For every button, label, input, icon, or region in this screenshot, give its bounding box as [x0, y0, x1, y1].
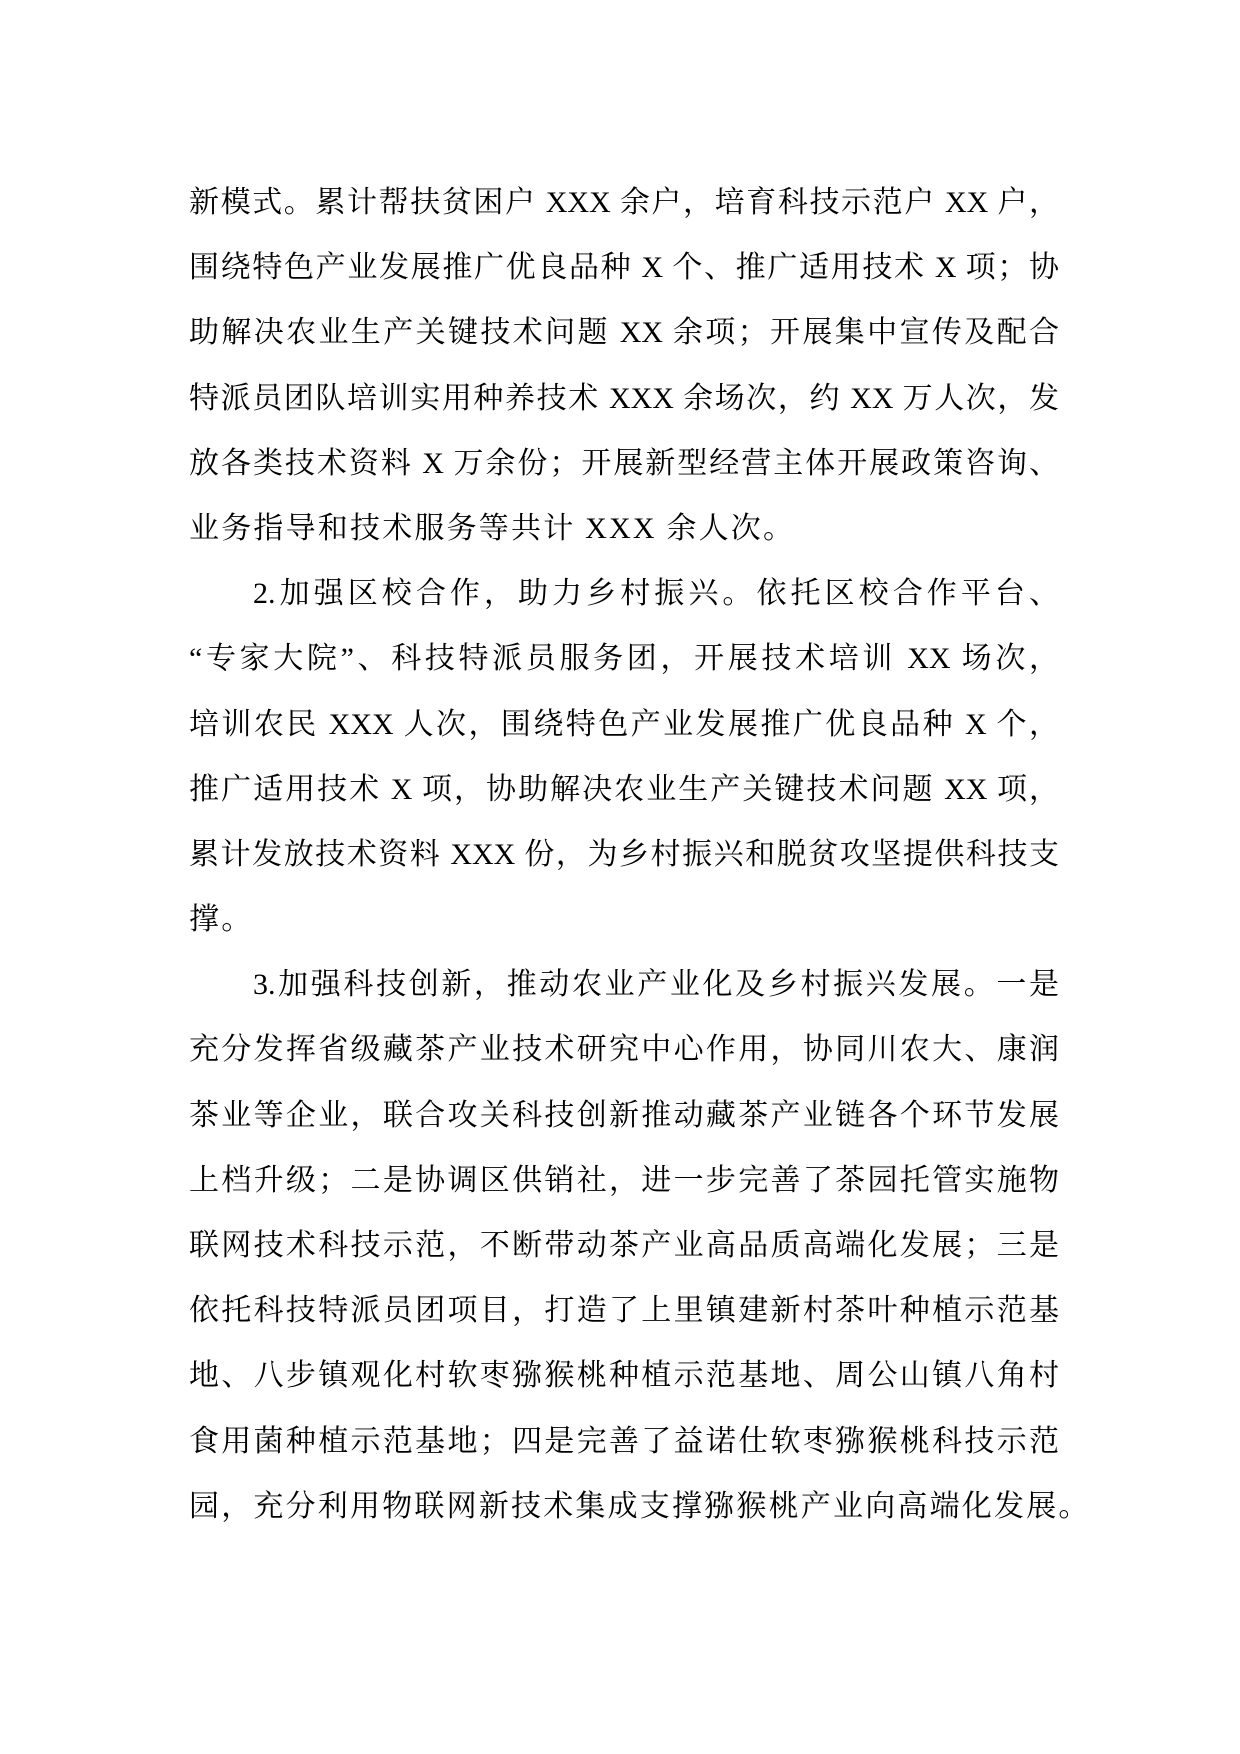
paragraph-continued [189, 170, 1059, 561]
text-line: 培训农民 XXX 人次，围绕特色产业发展推广优良品种 X 个， [189, 707, 1059, 741]
text-line: 围绕特色产业发展推广优良品种 X 个、推广适用技术 X 项；协 [189, 251, 1059, 285]
text-line: 新模式。累计帮扶贫困户 XXX 余户，培育科技示范户 XX 户， [189, 186, 1059, 219]
text-line: 特派员团队培训实用种养技术 XXX 余场次，约 XX 万人次，发 [189, 381, 1059, 415]
paragraph-2-school-cooperation [189, 561, 1059, 952]
paragraph-heading-line: 2.加强区校合作，助力乡村振兴。依托区校合作平台、 [253, 577, 1059, 611]
text-line: 累计发放技术资料 XXX 份，为乡村振兴和脱贫攻坚提供科技支 [189, 837, 1059, 871]
paragraph-3-tech-innovation [189, 952, 1091, 1539]
text-line: 撑。 [189, 903, 254, 937]
paragraph-heading-line: 3.加强科技创新，推动农业产业化及乡村振兴发展。一是 [253, 968, 1059, 1002]
text-line: 放各类技术资料 X 万余份；开展新型经营主体开展政策咨询、 [189, 446, 1059, 480]
text-line: “专家大院”、科技特派员服务团，开展技术培训 XX 场次， [189, 642, 1059, 676]
text-line: 依托科技特派员团项目，打造了上里镇建新村茶叶种植示范基 [189, 1294, 1059, 1328]
text-line: 上档升级；二是协调区供销社，进一步完善了茶园托管实施物 [189, 1163, 1059, 1197]
text-line: 园，充分利用物联网新技术集成支撑猕猴桃产业向高端化发展。 [189, 1489, 1091, 1523]
text-line: 业务指导和技术服务等共计 XXX 余人次。 [189, 511, 796, 545]
text-line: 食用菌种植示范基地；四是完善了益诺仕软枣猕猴桃科技示范 [189, 1424, 1059, 1458]
text-line: 推广适用技术 X 项，协助解决农业生产关键技术问题 XX 项， [189, 772, 1059, 806]
text-line: 助解决农业生产关键技术问题 XX 余项；开展集中宣传及配合 [189, 316, 1059, 350]
document-body [189, 170, 1091, 1539]
text-line: 充分发挥省级藏茶产业技术研究中心作用，协同川农大、康润 [189, 1033, 1059, 1067]
text-line: 地、八步镇观化村软枣猕猴桃种植示范基地、周公山镇八角村 [189, 1359, 1059, 1393]
text-line: 联网技术科技示范，不断带动茶产业高品质高端化发展；三是 [189, 1229, 1059, 1262]
text-line: 茶业等企业，联合攻关科技创新推动藏茶产业链各个环节发展 [189, 1098, 1059, 1132]
